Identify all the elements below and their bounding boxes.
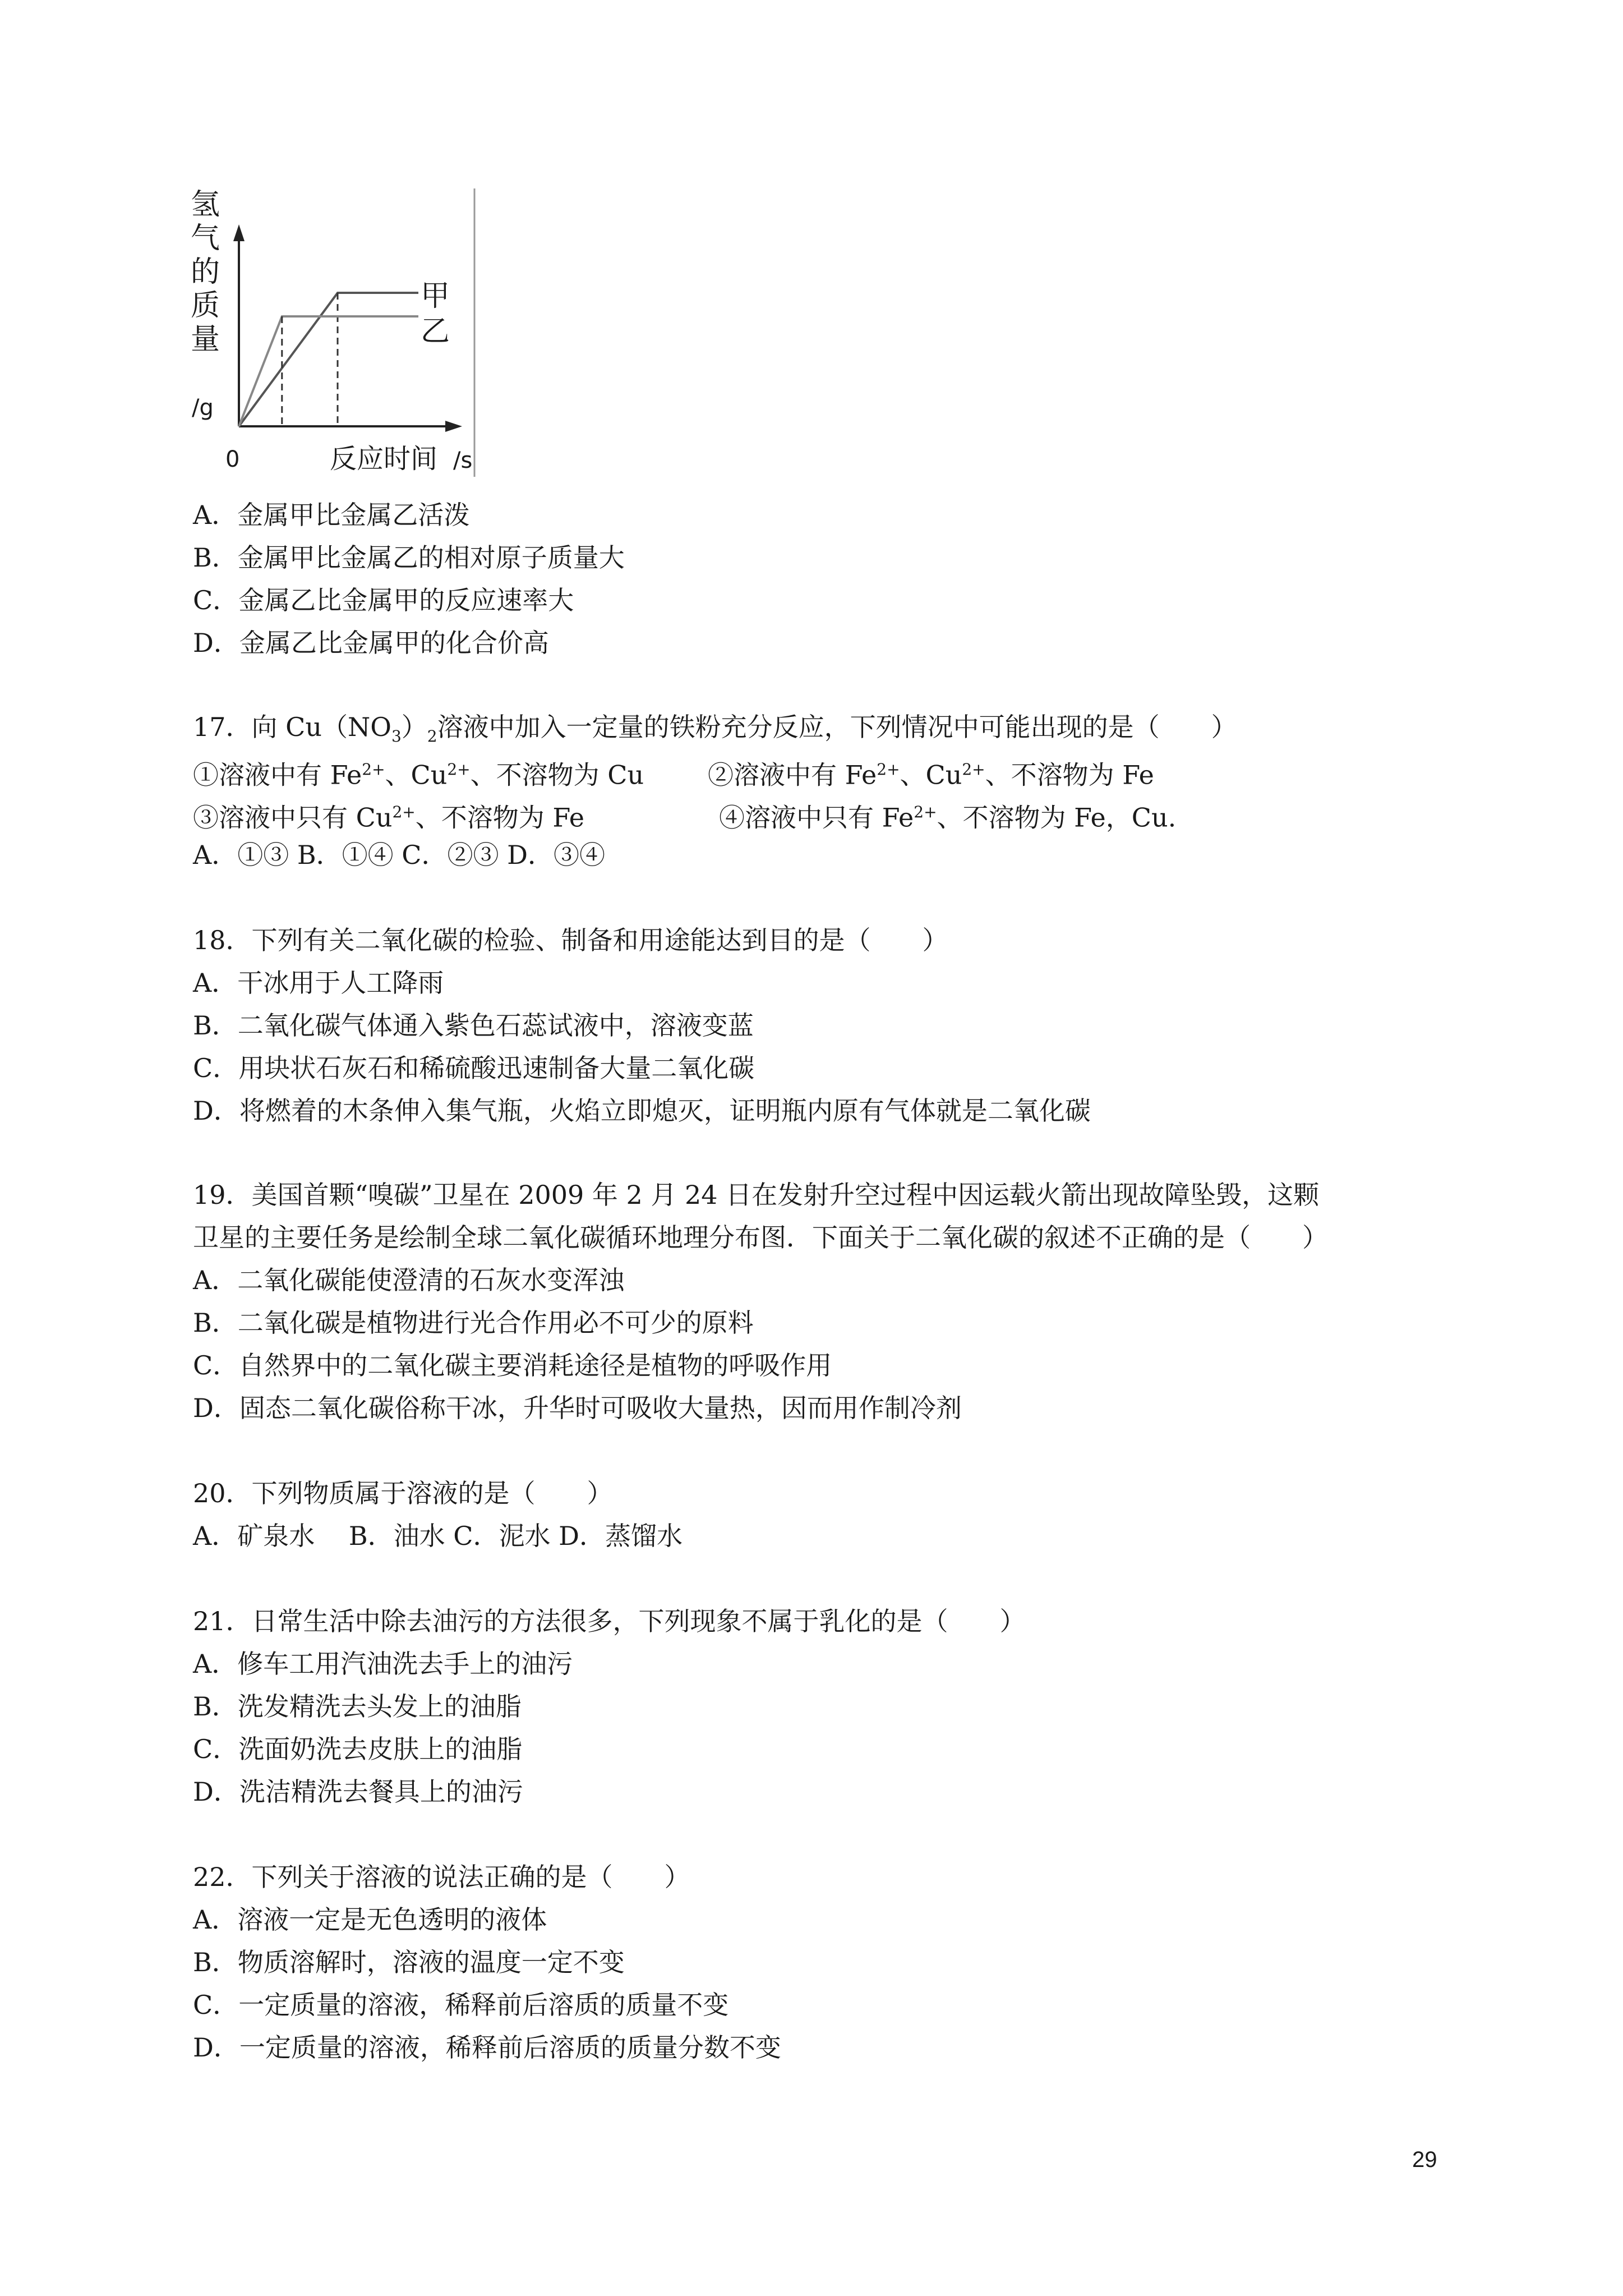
page-number: 29	[1412, 2147, 1437, 2172]
q17-o4-a: ④溶液中只有 Fe	[719, 802, 914, 833]
q18-stem: 18．下列有关二氧化碳的检验、制备和用途能达到目的是（ ）	[193, 925, 948, 955]
xlabel: 反应时间	[330, 443, 438, 475]
q18-option-a: A．干冰用于人工降雨	[193, 968, 444, 998]
q17-option-4	[719, 795, 1176, 834]
q19-option-d: D．固态二氧化碳俗称干冰，升华时可吸收大量热，因而用作制冷剂	[193, 1393, 962, 1423]
q21-option-d: D．洗洁精洗去餐具上的油污	[193, 1777, 523, 1807]
q17-stem	[193, 710, 1237, 753]
ylabel-char-2: 气	[191, 222, 220, 255]
q16-option-a: A．金属甲比金属乙活泼	[193, 500, 470, 530]
ylabel-char-3: 的	[191, 255, 220, 289]
q17-stem-sub2: 2	[427, 727, 437, 746]
q16-option-d: D．金属乙比金属甲的化合价高	[193, 628, 549, 658]
q17-o2-sup2: 2+	[962, 760, 985, 779]
q19-stem-line-2: 卫星的主要任务是绘制全球二氧化碳循环地理分布图．下面关于二氧化碳的叙述不正确的是（ ）	[193, 1222, 1328, 1253]
q17-o3-b: 、不溶物为 Fe	[415, 802, 584, 833]
q17-o2-sup1: 2+	[877, 760, 900, 779]
q22-stem: 22．下列关于溶液的说法正确的是（ ）	[193, 1862, 690, 1892]
q17-o4-b: 、不溶物为 Fe，Cu.	[937, 802, 1177, 833]
q17-stem-part-c: 溶液中加入一定量的铁粉充分反应，下列情况中可能出现的是（ ）	[437, 712, 1237, 742]
q17-o2-b: 、Cu	[900, 760, 962, 790]
q18-option-c: C．用块状石灰石和稀硫酸迅速制备大量二氧化碳	[193, 1053, 755, 1083]
q17-o1-sup1: 2+	[362, 760, 385, 779]
hydrogen-mass-chart	[185, 185, 499, 477]
q17-o1-b: 、Cu	[385, 760, 448, 790]
q17-option-1	[193, 753, 644, 792]
x-axis-arrow	[445, 421, 462, 432]
q17-stem-part-b: ）	[401, 712, 427, 742]
ylabel-char-4: 质	[191, 289, 220, 323]
q19-option-c: C．自然界中的二氧化碳主要消耗途径是植物的呼吸作用	[193, 1350, 832, 1381]
q22-option-b: B．物质溶解时，溶液的温度一定不变	[193, 1947, 625, 1977]
q22-option-c: C．一定质量的溶液，稀释前后溶质的质量不变	[193, 1990, 729, 2020]
q20-options: A．矿泉水 B．油水 C．泥水 D．蒸馏水	[193, 1521, 683, 1551]
q21-option-b: B．洗发精洗去头发上的油脂	[193, 1691, 522, 1722]
q17-option-2	[708, 753, 1154, 792]
q17-o1-c: 、不溶物为 Cu	[470, 760, 644, 790]
q18-option-d: D．将燃着的木条伸入集气瓶，火焰立即熄灭，证明瓶内原有气体就是二氧化碳	[193, 1096, 1091, 1126]
ylabel-char-5: 量	[191, 323, 220, 356]
ylabel-char-1: 氢	[191, 188, 220, 222]
q21-stem: 21．日常生活中除去油污的方法很多，下列现象不属于乳化的是（ ）	[193, 1606, 1026, 1636]
q16-option-c: C．金属乙比金属甲的反应速率大	[193, 585, 574, 615]
legend-yi: 乙	[421, 315, 450, 348]
q22-option-d: D．一定质量的溶液，稀释前后溶质的质量分数不变	[193, 2032, 781, 2063]
y-axis-arrow	[233, 224, 245, 241]
q17-o1-sup2: 2+	[447, 760, 471, 779]
xlabel-unit: /s	[453, 448, 473, 473]
q17-o2-c: 、不溶物为 Fe	[985, 760, 1154, 790]
q17-stem-sub: 3	[391, 727, 402, 746]
q21-option-c: C．洗面奶洗去皮肤上的油脂	[193, 1734, 523, 1764]
q17-o3-sup: 2+	[392, 803, 416, 821]
q22-option-a: A．溶液一定是无色透明的液体	[193, 1904, 547, 1935]
q17-stem-part-a: 17．向 Cu（NO	[193, 712, 391, 742]
legend-jia: 甲	[421, 279, 450, 313]
series-line-2	[239, 316, 418, 426]
q17-answers: A．①③ B．①④ C．②③ D．③④	[193, 840, 605, 870]
q18-option-b: B．二氧化碳气体通入紫色石蕊试液中，溶液变蓝	[193, 1010, 754, 1041]
q17-o3-a: ③溶液中只有 Cu	[193, 802, 393, 833]
ylabel-unit: /g	[192, 395, 214, 421]
q19-option-b: B．二氧化碳是植物进行光合作用必不可少的原料	[193, 1308, 754, 1338]
q17-option-3	[193, 795, 584, 834]
q19-option-a: A．二氧化碳能使澄清的石灰水变浑浊	[193, 1265, 625, 1295]
q17-o4-sup: 2+	[914, 803, 937, 821]
q19-stem-line-1: 19．美国首颗“嗅碳”卫星在 2009 年 2 月 24 日在发射升空过程中因运载火箭出现故障坠毁，这颗	[193, 1180, 1320, 1210]
q21-option-a: A．修车工用汽油洗去手上的油污	[193, 1649, 573, 1679]
origin-label: 0	[225, 447, 240, 472]
q16-option-b: B．金属甲比金属乙的相对原子质量大	[193, 542, 625, 573]
q17-o1-a: ①溶液中有 Fe	[193, 760, 362, 790]
q17-o2-a: ②溶液中有 Fe	[708, 760, 877, 790]
q20-stem: 20．下列物质属于溶液的是（ ）	[193, 1478, 613, 1508]
